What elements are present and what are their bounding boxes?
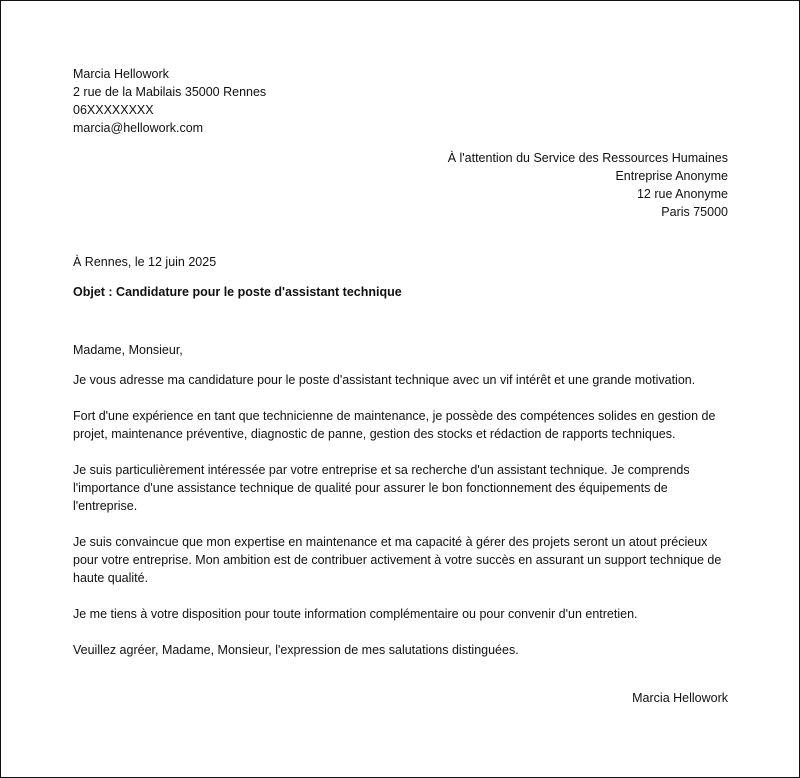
- paragraph-conviction: Je suis convaincue que mon expertise en maintenance et ma capacité à gérer des projets seront un atout précieux pour votre entreprise. Mon ambition est de contribuer activement à votre succès en assurant un support technique de haute qualité.: [73, 535, 722, 585]
- letter-content: [73, 65, 728, 707]
- sender-phone: 06XXXXXXXX: [73, 103, 154, 117]
- paragraph-experience: Fort d'une expérience en tant que technicienne de maintenance, je possède des compétences solides en gestion de projet, maintenance préventive, diagnostic de panne, gestion des stocks et rédaction de rapports techniques.: [73, 409, 716, 441]
- sender-address: 2 rue de la Mabilais 35000 Rennes: [73, 85, 267, 99]
- recipient-city: Paris 75000: [661, 205, 728, 219]
- paragraph-interest: Je suis particulièrement intéressée par votre entreprise et sa recherche d'un assistant technique. Je comprends l'importance d'une assistance technique de qualité pour assurer le bon fonctionnement des équipements de l'entreprise.: [73, 463, 690, 513]
- signature: Marcia Hellowork: [632, 691, 728, 705]
- subject-line: Objet : Candidature pour le poste d'assistant technique: [73, 285, 402, 299]
- paragraph-closing: Veuillez agréer, Madame, Monsieur, l'expression de mes salutations distinguées.: [73, 643, 519, 657]
- recipient-street: 12 rue Anonyme: [636, 187, 728, 201]
- paragraph-availability: Je me tiens à votre disposition pour toute information complémentaire ou pour convenir d'un entretien.: [73, 607, 638, 621]
- sender-block: [73, 65, 728, 137]
- recipient-block: [73, 149, 728, 221]
- sender-name: Marcia Hellowork: [73, 67, 169, 81]
- recipient-company: Entreprise Anonyme: [615, 169, 728, 183]
- sender-email: marcia@hellowork.com: [73, 121, 204, 135]
- recipient-attention: À l'attention du Service des Ressources Humaines: [447, 151, 728, 165]
- paragraph-intro: Je vous adresse ma candidature pour le poste d'assistant technique avec un vif intérêt et une grande motivation.: [73, 373, 696, 387]
- date-line: À Rennes, le 12 juin 2025: [73, 255, 217, 269]
- greeting: Madame, Monsieur,: [73, 343, 183, 357]
